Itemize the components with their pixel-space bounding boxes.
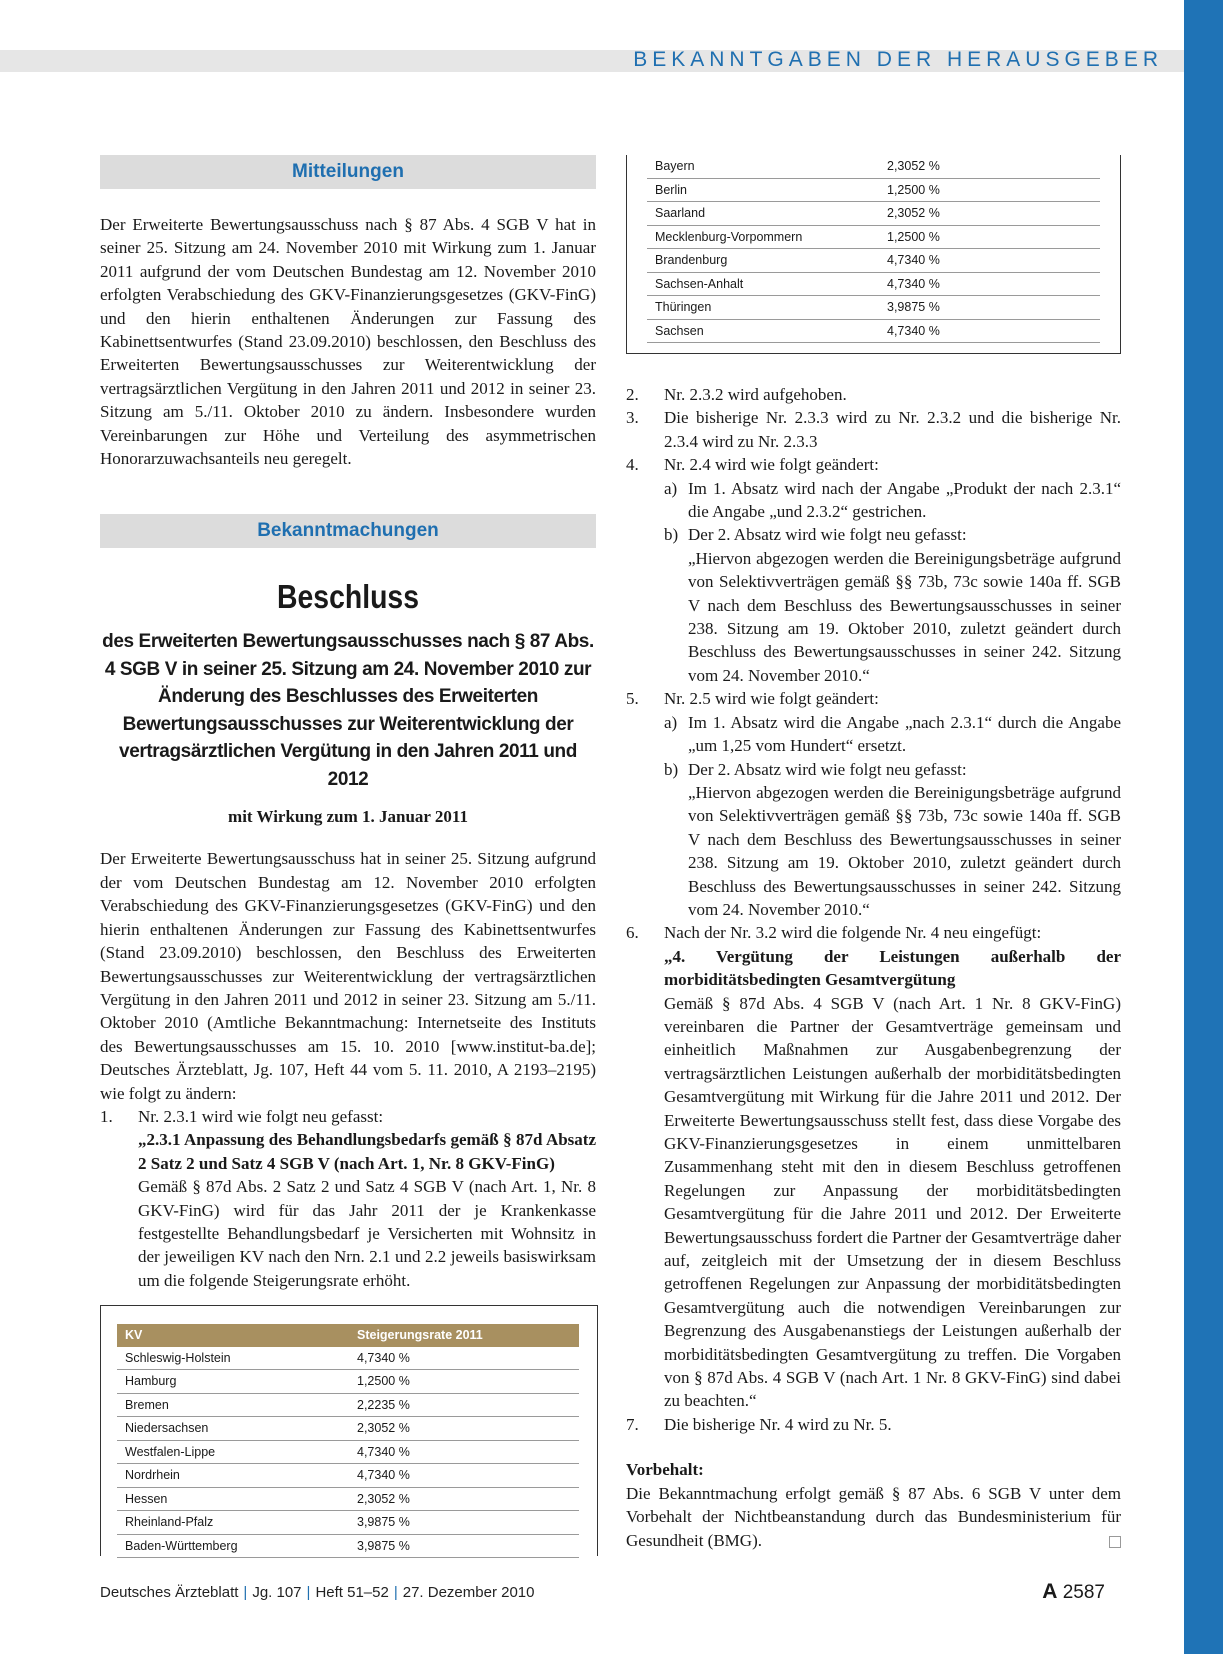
kv-cell: Rheinland-Pfalz bbox=[117, 1511, 349, 1535]
kv-cell: Saarland bbox=[647, 202, 879, 226]
table-row bbox=[117, 1370, 579, 1394]
kv-cell: Thüringen bbox=[647, 296, 879, 320]
table-row bbox=[647, 202, 1100, 226]
kv-cell: Sachsen bbox=[647, 319, 879, 343]
list-item-5b bbox=[626, 758, 1121, 922]
sub-letter: b) bbox=[664, 759, 679, 779]
item-number: 6. bbox=[626, 923, 639, 943]
rate-cell: 2,3052 % bbox=[879, 155, 1100, 178]
list-item-5 bbox=[626, 687, 1121, 710]
item-number: 3. bbox=[626, 408, 639, 428]
rate-cell: 3,9875 % bbox=[879, 296, 1100, 320]
table-row bbox=[117, 1464, 579, 1488]
item-text: Nr. 2.4 wird wie folgt geändert: bbox=[664, 455, 879, 475]
item-number: 1. bbox=[100, 1106, 113, 1126]
item-text: Die bisherige Nr. 2.3.3 wird zu Nr. 2.3.2 und die bisherige Nr. 2.3.4 wird zu Nr. 2.3.3 bbox=[664, 408, 1121, 451]
table-row bbox=[647, 249, 1100, 273]
rate-cell: 4,7340 % bbox=[879, 249, 1100, 273]
table-row bbox=[117, 1487, 579, 1511]
kv-cell: Hessen bbox=[117, 1487, 349, 1511]
wirkung-date: mit Wirkung zum 1. Januar 2011 bbox=[228, 807, 468, 827]
footer-issue: Heft 51–52 bbox=[315, 1584, 389, 1601]
header-rate: Steigerungsrate 2011 bbox=[349, 1324, 579, 1347]
sub-letter: b) bbox=[664, 525, 679, 545]
item-text: Nr. 2.3.2 wird aufgehoben. bbox=[664, 385, 847, 404]
page-value: 2587 bbox=[1062, 1582, 1105, 1603]
sub-text: Im 1. Absatz wird nach der Angabe „Produkt der nach 2.3.1“ die Angabe „und 2.3.2“ gestrichen. bbox=[688, 478, 1121, 522]
intro-text: Der Erweiterte Bewertungsausschuss hat in seiner 25. Sitzung aufgrund der vom Deutschen Bundestag am 12. November 2010 erfolgten Verabschiedung des GKV-Finanzierungsgesetzes (GKV-FinG) und den hierin enthaltenen Änderungen zur Fassung des Kabinettsentwurfes (Stand 23.09.2010) beschlossen, den Beschluss des Erweiterten Bewertungsausschusses zur Weiterentwicklung der vertragsärztlichen Vergütung in den Jahren 2011 und 2012 in seiner 23. Sitzung am 5./11. Oktober 2010 (Amtliche Bekanntmachung: Internetseite des Instituts des Bewertungsausschusses am 15. 10. 2010 [www.institut-ba.de]; Deutsches Ärzteblatt, Jg. 107, Heft 44 vom 5. 11. 2010, A 2193–2195) wie folgt zu ändern: bbox=[100, 849, 596, 1103]
item-number: 2. bbox=[626, 385, 639, 404]
header-kv: KV bbox=[117, 1324, 349, 1347]
sub-letter: a) bbox=[664, 712, 678, 732]
rate-cell: 2,3052 % bbox=[879, 202, 1100, 226]
kv-cell: Bayern bbox=[647, 155, 879, 178]
item-number: 5. bbox=[626, 689, 639, 709]
table-row bbox=[647, 178, 1100, 202]
table-row bbox=[647, 319, 1100, 343]
rate-cell: 2,3052 % bbox=[349, 1487, 579, 1511]
item1-bold-heading: „2.3.1 Anpassung des Behandlungsbedarfs gemäß § 87d Absatz 2 Satz 2 und Satz 4 SGB V (nach Art. 1, Nr. 8 GKV-FinG) bbox=[138, 1130, 596, 1173]
rate-cell: 4,7340 % bbox=[879, 272, 1100, 296]
item-text: Die bisherige Nr. 4 wird zu Nr. 5. bbox=[664, 1414, 892, 1434]
sub-text: Im 1. Absatz wird die Angabe „nach 2.3.1“ durch die Angabe „um 1,25 vom Hundert“ ersetzt. bbox=[688, 712, 1121, 756]
table-row bbox=[647, 296, 1100, 320]
list-item-4b bbox=[626, 523, 1121, 687]
table-row bbox=[117, 1347, 579, 1370]
vorbehalt-text-wrap bbox=[626, 1482, 1121, 1552]
item6-content bbox=[626, 945, 1121, 1413]
vorbehalt-text: Die Bekanntmachung erfolgt gemäß § 87 Abs. 6 SGB V unter dem Vorbehalt der Nichtbeanstandung durch das Bundesministerium für Gesundheit (BMG). bbox=[626, 1483, 1121, 1550]
kv-cell: Sachsen-Anhalt bbox=[647, 272, 879, 296]
item-number: 4. bbox=[626, 455, 639, 475]
kv-cell: Mecklenburg-Vorpommern bbox=[647, 225, 879, 249]
footer bbox=[100, 1584, 534, 1601]
rate-table-box-right bbox=[626, 155, 1121, 354]
table-row bbox=[647, 272, 1100, 296]
page-prefix: A bbox=[1042, 1580, 1058, 1603]
beschluss-title: Beschluss bbox=[277, 578, 419, 616]
table-row bbox=[117, 1393, 579, 1417]
end-mark-icon bbox=[1109, 1536, 1121, 1548]
sub-text: Der 2. Absatz wird wie folgt neu gefasst: bbox=[688, 525, 967, 545]
table-header-row bbox=[117, 1324, 579, 1347]
rate-cell: 4,7340 % bbox=[349, 1440, 579, 1464]
sub-quote: „Hiervon abgezogen werden die Bereinigungsbeträge aufgrund von Selektivverträgen gemäß §§ 73b, 73c sowie 140a ff. SGB V nach dem Beschluss des Bewertungsausschusses in seiner 238. Sitzung am 19. Oktober 2010, zuletzt geändert durch Beschluss des Bewertungsausschusses in seiner 242. Sitzung vom 24. November 2010.“ bbox=[688, 548, 1121, 685]
item6-bold-heading: „4. Vergütung der Leistungen außerhalb der morbiditätsbedingten Gesamtvergütung bbox=[664, 946, 1121, 990]
list-item-4 bbox=[626, 453, 1121, 476]
rate-cell: 4,7340 % bbox=[879, 319, 1100, 343]
list-item-3 bbox=[626, 406, 1121, 453]
list-item-5a bbox=[626, 711, 1121, 758]
left-column bbox=[100, 155, 596, 1292]
item-text: Nr. 2.5 wird wie folgt geändert: bbox=[664, 689, 879, 709]
kv-cell: Bremen bbox=[117, 1393, 349, 1417]
list-item-6 bbox=[626, 921, 1121, 944]
mitteilungen-heading: Mitteilungen bbox=[100, 155, 596, 189]
rate-cell: 3,9875 % bbox=[349, 1511, 579, 1535]
page-number bbox=[1042, 1580, 1105, 1604]
sub-text: Der 2. Absatz wird wie folgt neu gefasst: bbox=[688, 759, 967, 779]
section-header-title: BEKANNTGABEN DER HERAUSGEBER bbox=[633, 48, 1163, 71]
footer-journal: Deutsches Ärzteblatt bbox=[100, 1584, 239, 1601]
mitteilungen-text: Der Erweiterte Bewertungsausschuss nach § 87 Abs. 4 SGB V hat in seiner 25. Sitzung am 24. November 2010 mit Wirkung zum 1. Januar 2011 aufgrund der vom Deutschen Bundestag am 12. November 2010 erfolgten Verabschiedung des GKV-Finanzierungsgesetzes (GKV-FinG) und den hierin enthaltenen Änderungen zur Fassung des Kabinettsentwurfes (Stand 23.09.2010) beschlossen, den Beschluss des Erweiterten Bewertungsausschusses zur Weiterentwicklung der vertragsärztlichen Vergütung in den Jahren 2011 und 2012 in seiner 23. Sitzung am 5./11. Oktober 2010 zu ändern. Insbesondere wurden Vereinbarungen zur Höhe und Verteilung des asymmetrischen Honorarzuwachsanteils neu geregelt. bbox=[100, 215, 596, 469]
table-row bbox=[117, 1440, 579, 1464]
item1-content bbox=[100, 1128, 596, 1292]
list-item-7 bbox=[626, 1413, 1121, 1436]
rate-cell: 2,2235 % bbox=[349, 1393, 579, 1417]
kv-cell: Niedersachsen bbox=[117, 1417, 349, 1441]
rate-cell: 2,3052 % bbox=[349, 1417, 579, 1441]
list-item-1 bbox=[100, 1105, 596, 1128]
rate-table-right bbox=[647, 155, 1100, 343]
item-number: 7. bbox=[626, 1414, 639, 1434]
kv-cell: Brandenburg bbox=[647, 249, 879, 273]
rate-cell: 1,2500 % bbox=[879, 178, 1100, 202]
footer-separator: | bbox=[306, 1584, 311, 1601]
table-row bbox=[647, 225, 1100, 249]
item-text: Nach der Nr. 3.2 wird die folgende Nr. 4 neu eingefügt: bbox=[664, 923, 1042, 943]
rate-table-left bbox=[117, 1324, 579, 1558]
rate-cell: 1,2500 % bbox=[349, 1370, 579, 1394]
list-item-4a bbox=[626, 477, 1121, 524]
footer-separator: | bbox=[393, 1584, 398, 1601]
right-accent-bar bbox=[1184, 0, 1223, 1654]
item1-body: Gemäß § 87d Abs. 2 Satz 2 und Satz 4 SGB V (nach Art. 1, Nr. 8 GKV-FinG) wird für das Jahr 2011 der je Krankenkasse festgestellte Behandlungsbedarf je Versicherten mit Wohnsitz in der jeweiligen KV nach den Nrn. 2.1 und 2.2 jeweils basiswirksam um die folgende Steigerungsrate erhöht. bbox=[138, 1177, 596, 1290]
item6-body: Gemäß § 87d Abs. 4 SGB V (nach Art. 1 Nr. 8 GKV-FinG) vereinbaren die Partner der Gesamtverträge gemeinsam und einheitlich Maßnahmen zur Ausgabenbegrenzung der vertragsärztlichen Leistungen außerhalb der morbiditätsbedingten Gesamtvergütung mit Wirkung für die Jahre 2011 und 2012. Der Erweiterte Bewertungsausschuss stellt fest, dass diese Vorgabe des GKV-Finanzierungsgesetzes in einem unmittelbaren Zusammenhang steht mit den in diesem Beschluss getroffenen Regelungen zur Anpassung der morbiditätsbedingten Gesamtvergütung für die Jahre 2011 und 2012. Der Erweiterte Bewertungsausschuss fordert die Partner der Gesamtverträge daher auf, zeitgleich mit der Umsetzung der in diesem Beschluss getroffenen Regelungen zur Anpassung der morbiditätsbedingten Gesamtvergütung auch die notwendigen Vereinbarungen zur Begrenzung des Ausgabenanstiegs der Leistungen außerhalb der morbiditätsbedingten Gesamtvergütung zu treffen. Die Vorgaben von § 87d Abs. 4 SGB V (nach Art. 1 Nr. 8 GKV-FinG) sind dabei zu beachten.“ bbox=[664, 993, 1121, 1411]
table-row bbox=[647, 155, 1100, 178]
sub-letter: a) bbox=[664, 478, 678, 498]
kv-cell: Berlin bbox=[647, 178, 879, 202]
rate-cell: 4,7340 % bbox=[349, 1347, 579, 1370]
table-row bbox=[117, 1511, 579, 1535]
item-text: Nr. 2.3.1 wird wie folgt neu gefasst: bbox=[138, 1106, 384, 1126]
sub-quote: „Hiervon abgezogen werden die Bereinigungsbeträge aufgrund von Selektivverträgen gemäß §§ 73b, 73c sowie 140a ff. SGB V nach dem Beschluss des Bewertungsausschusses in seiner 238. Sitzung am 19. Oktober 2010, zuletzt geändert durch Beschluss des Bewertungsausschusses in seiner 242. Sitzung vom 24. November 2010.“ bbox=[688, 782, 1121, 919]
bekanntmachungen-heading: Bekanntmachungen bbox=[100, 514, 596, 548]
rate-cell: 3,9875 % bbox=[349, 1534, 579, 1558]
footer-separator: | bbox=[243, 1584, 248, 1601]
kv-cell: Nordrhein bbox=[117, 1464, 349, 1488]
rate-table-box-left bbox=[100, 1305, 598, 1556]
table-row bbox=[117, 1534, 579, 1558]
kv-cell: Baden-Württemberg bbox=[117, 1534, 349, 1558]
rate-cell: 4,7340 % bbox=[349, 1464, 579, 1488]
kv-cell: Hamburg bbox=[117, 1370, 349, 1394]
vorbehalt-heading: Vorbehalt: bbox=[626, 1460, 704, 1480]
footer-date: 27. Dezember 2010 bbox=[402, 1584, 535, 1601]
kv-cell: Schleswig-Holstein bbox=[117, 1347, 349, 1370]
footer-volume: Jg. 107 bbox=[252, 1584, 302, 1601]
rate-cell: 1,2500 % bbox=[879, 225, 1100, 249]
kv-cell: Westfalen-Lippe bbox=[117, 1440, 349, 1464]
table-row bbox=[117, 1417, 579, 1441]
beschluss-subtitle: des Erweiterten Bewertungsausschusses nach § 87 Abs. 4 SGB V in seiner 25. Sitzung am 24. November 2010 zur Änderung des Beschlusses des Erweiterten Bewertungsausschusses zur Weiterentwicklung der vertragsärztlichen Vergütung in den Jahren 2011 und 2012 bbox=[102, 631, 594, 790]
right-column bbox=[626, 383, 1121, 1552]
list-item-2 bbox=[626, 383, 1121, 406]
